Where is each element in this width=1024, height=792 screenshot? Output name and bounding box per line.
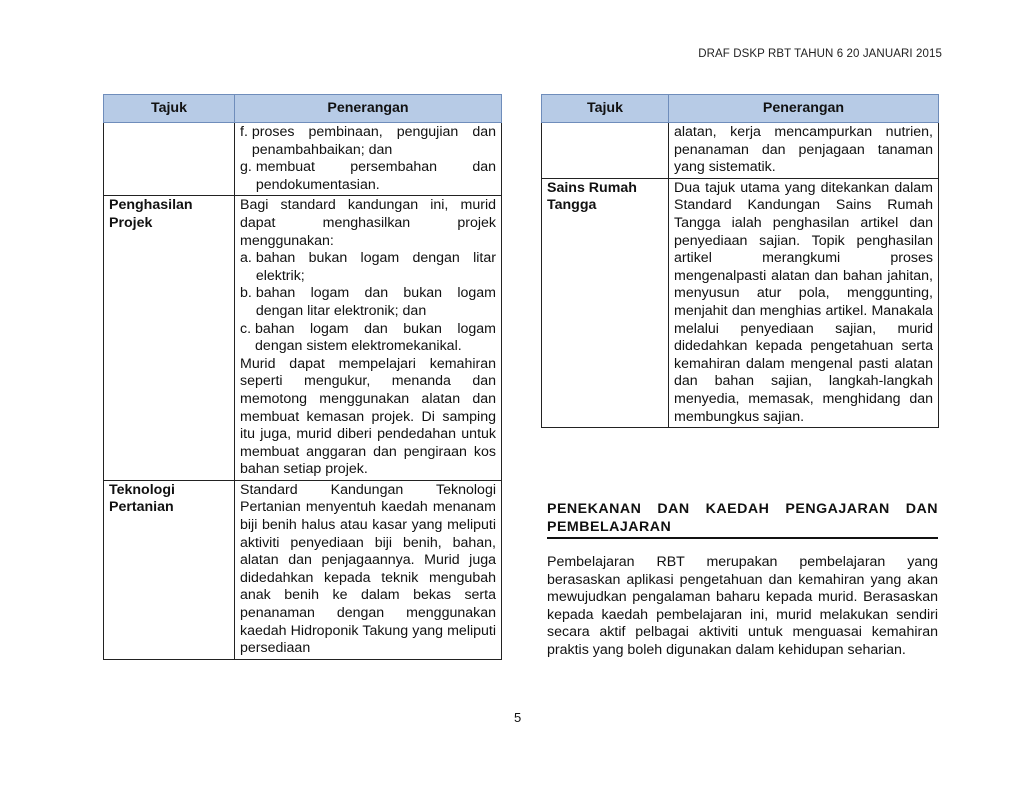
list-marker: b. (240, 285, 252, 302)
row-penerangan (669, 123, 939, 179)
row-tajuk: Sains Rumah Tangga (542, 178, 669, 427)
section-title: PENEKANAN DAN KAEDAH PENGAJARAN DAN PEMBELAJARAN (547, 500, 938, 539)
row-tajuk: Penghasilan Projek (104, 196, 235, 481)
list-item (240, 285, 496, 320)
table-row (542, 123, 939, 179)
list-marker: c. (240, 320, 252, 337)
row-penerangan (235, 480, 502, 659)
row-tajuk (542, 123, 669, 179)
table-row (104, 123, 502, 196)
row-penerangan (235, 123, 502, 196)
list-item (240, 124, 496, 159)
table-row (104, 480, 502, 659)
row-penerangan (235, 196, 502, 481)
list-marker: g. (240, 159, 252, 176)
running-header: DRAF DSKP RBT TAHUN 6 20 JANUARI 2015 (698, 48, 942, 60)
list-item (240, 250, 496, 285)
list-text: bahan logam dan bukan logam dengan litar elektronik; dan (255, 285, 496, 319)
list-item (240, 321, 496, 356)
row-penerangan (669, 178, 939, 427)
list-text: proses pembinaan, pengujian dan penambahbaikan; dan (251, 124, 496, 158)
list-item (240, 159, 496, 194)
table-left (103, 94, 502, 660)
table-header-row (542, 95, 939, 123)
list-text: bahan bukan logam dengan litar elektrik; (255, 250, 496, 284)
column-header-penerangan: Penerangan (669, 95, 939, 123)
paragraph: Bagi standard kandungan ini, murid dapat menghasilkan projek menggunakan: (240, 197, 496, 249)
table-header-row (104, 95, 502, 123)
list-text: membuat persembahan dan pendokumentasian. (255, 159, 496, 193)
paragraph: alatan, kerja mencampurkan nutrien, penanaman dan penjagaan tanaman yang sistematik. (674, 124, 933, 176)
row-tajuk (104, 123, 235, 196)
column-header-tajuk: Tajuk (542, 95, 669, 123)
paragraph: Standard Kandungan Teknologi Pertanian menyentuh kaedah menanam biji benih halus atau kasar yang meliputi aktiviti penyediaan biji benih, bahan, alatan dan penjagaannya. Murid juga didedahkan kepada teknik mengubah anak benih ke dalam bekas serta penanaman dengan menggunakan kaedah Hidroponik Takung yang meliputi persediaan (240, 481, 496, 657)
list-marker: f. (240, 124, 248, 140)
section-body: Pembelajaran RBT merupakan pembelajaran yang berasaskan aplikasi pengetahuan dan kemahiran yang akan mewujudkan pengalaman baharu kepada murid. Berasaskan kepada kaedah pembelajaran ini, murid melakukan sendiri secara aktif pelbagai aktiviti untuk menguasai kemahiran praktis yang boleh digunakan dalam kehidupan seharian. (547, 554, 938, 658)
list-marker: a. (240, 250, 252, 267)
list-text: bahan logam dan bukan logam dengan sistem elektromekanikal. (255, 320, 496, 355)
table-row (104, 196, 502, 481)
row-tajuk: Teknologi Pertanian (104, 480, 235, 659)
table-row (542, 178, 939, 427)
column-header-penerangan: Penerangan (235, 95, 502, 123)
table-right (541, 94, 939, 428)
page-number: 5 (514, 710, 522, 725)
paragraph: Dua tajuk utama yang ditekankan dalam Standard Kandungan Sains Rumah Tangga ialah penghasilan artikel dan penyediaan sajian. Topik penghasilan artikel merangkumi proses mengenalpasti alatan dan bahan jahitan, menyusun atur pola, menggunting, menjahit dan menghias artikel. Manakala melalui penyediaan sajian, murid didedahkan kepada pengetahuan serta kemahiran dalam mengenal pasti alatan dan bahan sajian, langkah-langkah menyedia, memasak, menghidang dan membungkus sajian. (674, 179, 933, 425)
paragraph: Murid dapat mempelajari kemahiran seperti mengukur, menanda dan memotong menggunakan alatan dan membuat kemasan projek. Di samping itu juga, murid diberi pendedahan untuk membuat anggaran dan pengiraan kos bahan setiap projek. (240, 355, 496, 478)
column-header-tajuk: Tajuk (104, 95, 235, 123)
